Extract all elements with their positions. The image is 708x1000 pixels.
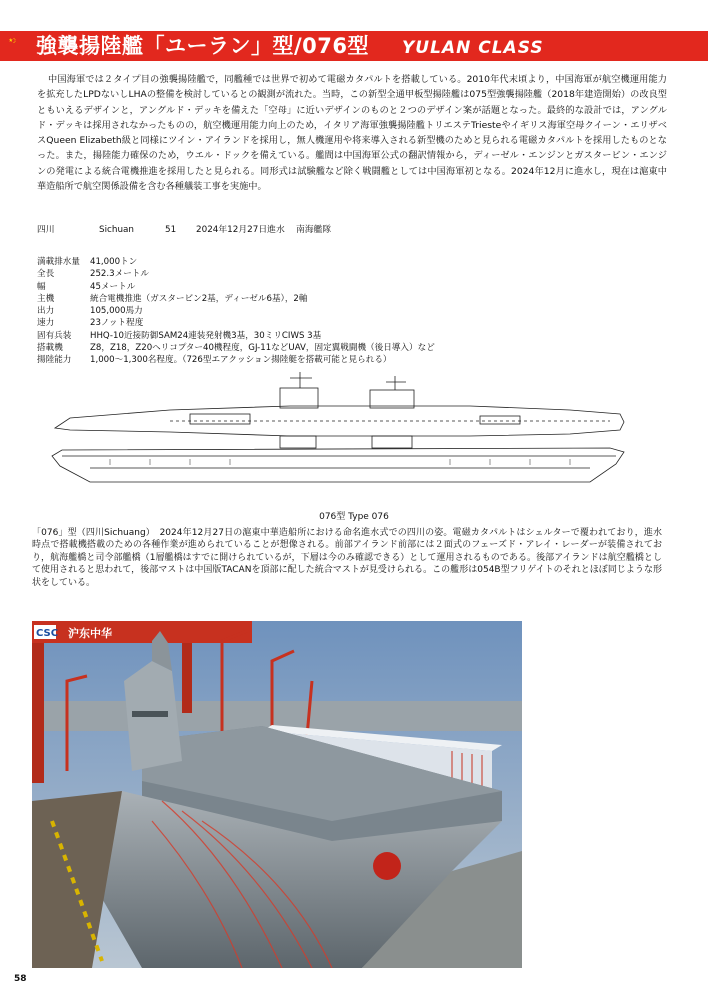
photo-caption (32, 527, 662, 589)
spec-row (37, 330, 435, 342)
intro-paragraph: 中国海軍では２タイプ目の強襲揚陸艦で，同艦種では世界で初めて電磁カタパルトを搭載している。2010年代末頃より，中国海軍が航空機運用能力を拡充したLPDないしLHAの整備を検討しているとの観測が流れた。当時，この新型全通甲板型揚陸艦は075型強襲揚陸艦（2018年建造開始）の改良型ともいえるデザインと，アングルド・デッキを備えた「空母」に近いデザインのものと２つのデザイン案が話題となった。最終的な設計では，アングルド・デッキは採用されなかったものの，航空機運用能力向上のため，イタリア海軍強襲揚陸艦トリエステTriesteやイギリス海軍空母クイーン・エリザベスQueen Elizabeth級と同様にツイン・アイランドを採用し，無人機運用や将来導入される新型機のためと見られる電磁カタパルトを採用したものとなった。また，揚陸能力確保のため，ウエル・ドックを備えている。艦間は中国海軍公式の翻訳情報から，ディーゼル・エンジンとガスタービン・エンジンの発電による統合電機推進を採用したと見られる。同形式は試験艦など除く戦闘艦としては中国海軍初となる。2024年12月に進水し，現在は滬東中華造船所で航空関係設備を含む各種艤装工事を実施中。 (37, 74, 667, 193)
ship-photo (32, 621, 522, 968)
ship-line-drawing (50, 370, 630, 500)
spec-row (37, 317, 435, 329)
photo-caption-text: 「076」型（四川Sichuang） 2024年12月27日の滬東中華造船所における命名進水式での四川の姿。電磁カタパルトはシェルターで覆われており，進水時点で搭載機搭載のための各種作業が進められていることが想像される。前部アイランド前部には２面式のフェーズド・アレイ・レーダーが装備されており，航海艦橋と司令部艦橋（1層艦橋はすでに開けられているが，下層は今のみ確認できる）として運用されるものである。後部アイランドは航空艦橋として使用されると思われて，後部マストは中国版TACANを頂部に配した統合マストが見受けられる。この艦形は054B型フリゲイトのそれとほぼ同じような形状をしている。 (32, 528, 662, 588)
intro-text-block (37, 72, 667, 194)
ship-name-line (37, 222, 331, 235)
spec-row (37, 305, 435, 317)
page-title: 強襲揚陸艦「ユーラン」型/076型 (36, 34, 370, 58)
spec-value: 統合電機推進（ガスタービン2基，ディーゼル6基），2軸 (90, 293, 308, 304)
spec-row (37, 268, 435, 280)
spec-value: 105,000馬力 (90, 306, 143, 317)
photo-sign: 沪东中华 (68, 627, 112, 640)
spec-value: 45メートル (90, 281, 136, 292)
spec-key: 揚陸能力 (37, 355, 72, 366)
spec-key: 満載排水量 (37, 257, 80, 267)
ship-hull-number: 51 (165, 225, 177, 235)
spec-key: 主機 (37, 293, 55, 304)
ship-name-jp: 四川 (37, 225, 55, 235)
spec-row (37, 354, 435, 366)
spec-table (37, 256, 435, 367)
spec-key: 出力 (37, 306, 55, 317)
spec-value: 252.3メートル (90, 269, 149, 280)
spec-key: 搭載機 (37, 343, 63, 354)
spec-row (37, 342, 435, 354)
spec-key: 全長 (37, 269, 55, 280)
spec-key: 速力 (37, 318, 55, 329)
spec-value: 41,000トン (90, 257, 138, 267)
spec-value: 23ノット程度 (90, 318, 144, 329)
page-subtitle: YULAN CLASS (402, 38, 544, 58)
spec-row (37, 293, 435, 305)
spec-value: HHQ-10近接防御SAM24連装発射機3基，30ミリCIWS 3基 (90, 330, 322, 341)
spec-key: 固有兵装 (37, 330, 72, 341)
spec-row (37, 281, 435, 293)
page-number: 58 (14, 974, 27, 984)
drawing-caption: 076型 Type 076 (319, 512, 389, 522)
spec-value: Z8，Z18，Z20ヘリコプター40機程度，GJ-11などUAV，固定翼戦闘機（後日導入）など (90, 343, 435, 354)
ship-status: 2024年12月27日進水 (196, 225, 285, 235)
ship-name-en: Sichuan (99, 225, 134, 235)
spec-value: 1,000〜1,300名程度。（726型エアクッション揚陸艇を搭載可能と見られる） (90, 355, 392, 366)
photo-logo: CSC (36, 628, 59, 639)
china-flag-icon (8, 37, 22, 47)
spec-key: 幅 (37, 281, 46, 292)
ship-fleet: 南海艦隊 (296, 225, 332, 235)
spec-row (37, 256, 435, 268)
